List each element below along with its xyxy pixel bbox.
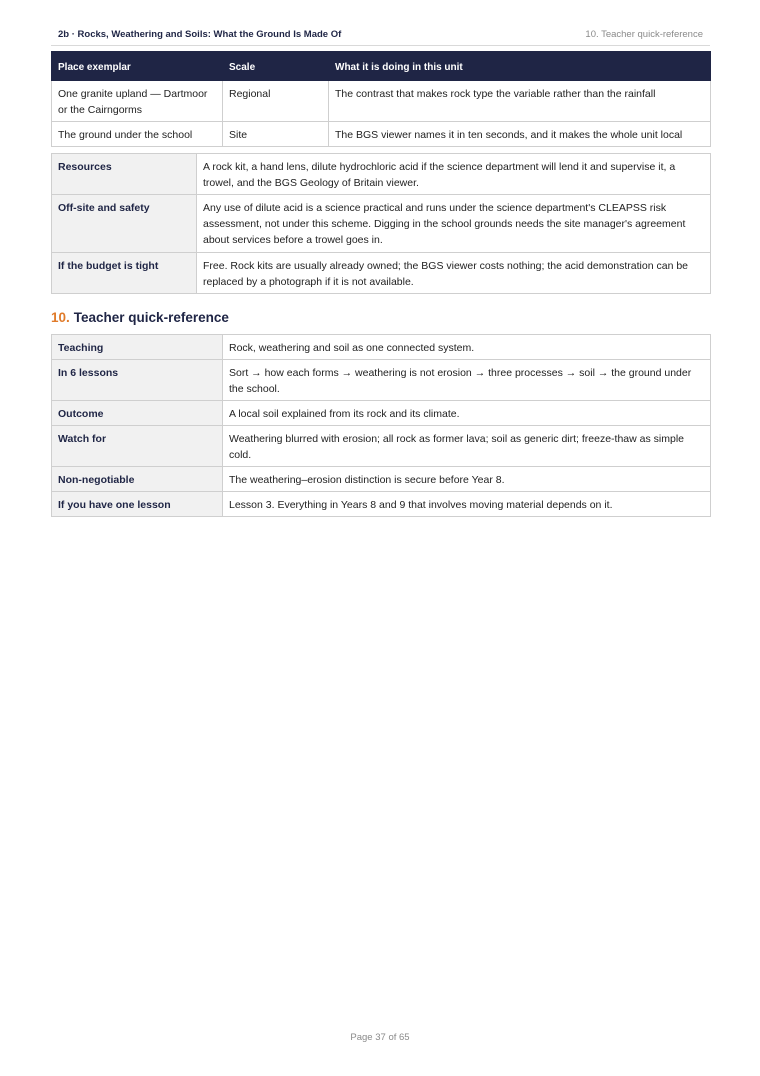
- section-reference: 10. Teacher quick-reference: [585, 29, 703, 40]
- row-value: Weathering blurred with erosion; all rock as former lava; soil as generic dirt; freeze-thaw as simple cold.: [223, 426, 711, 467]
- resources-table: [51, 153, 711, 294]
- column-header-place: Place exemplar: [52, 52, 223, 81]
- table-header-row: [52, 52, 711, 81]
- running-header: [51, 28, 710, 46]
- row-value: Lesson 3. Everything in Years 8 and 9 that involves moving material depends on it.: [223, 492, 711, 517]
- table-row: [52, 154, 711, 195]
- document-title: 2b · Rocks, Weathering and Soils: What the Ground Is Made Of: [58, 29, 342, 40]
- table-row: [52, 492, 711, 517]
- row-label: If you have one lesson: [52, 492, 223, 517]
- place-exemplar-table: [51, 51, 711, 147]
- scale-cell: Site: [223, 122, 329, 147]
- purpose-cell: The contrast that makes rock type the variable rather than the rainfall: [329, 81, 711, 122]
- table-row: [52, 195, 711, 253]
- row-value: Free. Rock kits are usually already owned; the BGS viewer costs nothing; the acid demonstration can be replaced by a photograph if it is not available.: [197, 253, 711, 294]
- section-title-text: Teacher quick-reference: [73, 310, 229, 325]
- row-value: Rock, weathering and soil as one connected system.: [223, 335, 711, 360]
- table-row: [52, 360, 711, 401]
- table-row: [52, 401, 711, 426]
- table-row: [52, 335, 711, 360]
- row-label: Outcome: [52, 401, 223, 426]
- page-number: Page 37 of 65: [350, 1032, 410, 1043]
- scale-cell: Regional: [223, 81, 329, 122]
- section-heading: [51, 310, 229, 325]
- row-label: Non-negotiable: [52, 467, 223, 492]
- row-value: A rock kit, a hand lens, dilute hydrochloric acid if the science department will lend it and supervise it, a trowel, and the BGS Geology of Britain viewer.: [197, 154, 711, 195]
- row-label: Teaching: [52, 335, 223, 360]
- row-label: If the budget is tight: [52, 253, 197, 294]
- place-cell: One granite upland — Dartmoor or the Cairngorms: [52, 81, 223, 122]
- row-value: The weathering–erosion distinction is secure before Year 8.: [223, 467, 711, 492]
- section-number: 10.: [51, 310, 70, 325]
- row-label: Off-site and safety: [52, 195, 197, 253]
- purpose-cell: The BGS viewer names it in ten seconds, and it makes the whole unit local: [329, 122, 711, 147]
- table-row: [52, 426, 711, 467]
- table-row: [52, 253, 711, 294]
- row-label: Resources: [52, 154, 197, 195]
- column-header-purpose: What it is doing in this unit: [329, 52, 711, 81]
- table-row: [52, 467, 711, 492]
- row-label: In 6 lessons: [52, 360, 223, 401]
- row-value: Sort → how each forms → weathering is not erosion → three processes → soil → the ground under the school.: [223, 360, 711, 401]
- column-header-scale: Scale: [223, 52, 329, 81]
- row-label: Watch for: [52, 426, 223, 467]
- row-value: A local soil explained from its rock and its climate.: [223, 401, 711, 426]
- place-cell: The ground under the school: [52, 122, 223, 147]
- table-row: [52, 81, 711, 122]
- table-row: [52, 122, 711, 147]
- quick-reference-table: [51, 334, 711, 517]
- row-value: Any use of dilute acid is a science practical and runs under the science department's CLEAPSS risk assessment, not under this scheme. Digging in the school grounds needs the site manager's agreement about services before a trowel goes in.: [197, 195, 711, 253]
